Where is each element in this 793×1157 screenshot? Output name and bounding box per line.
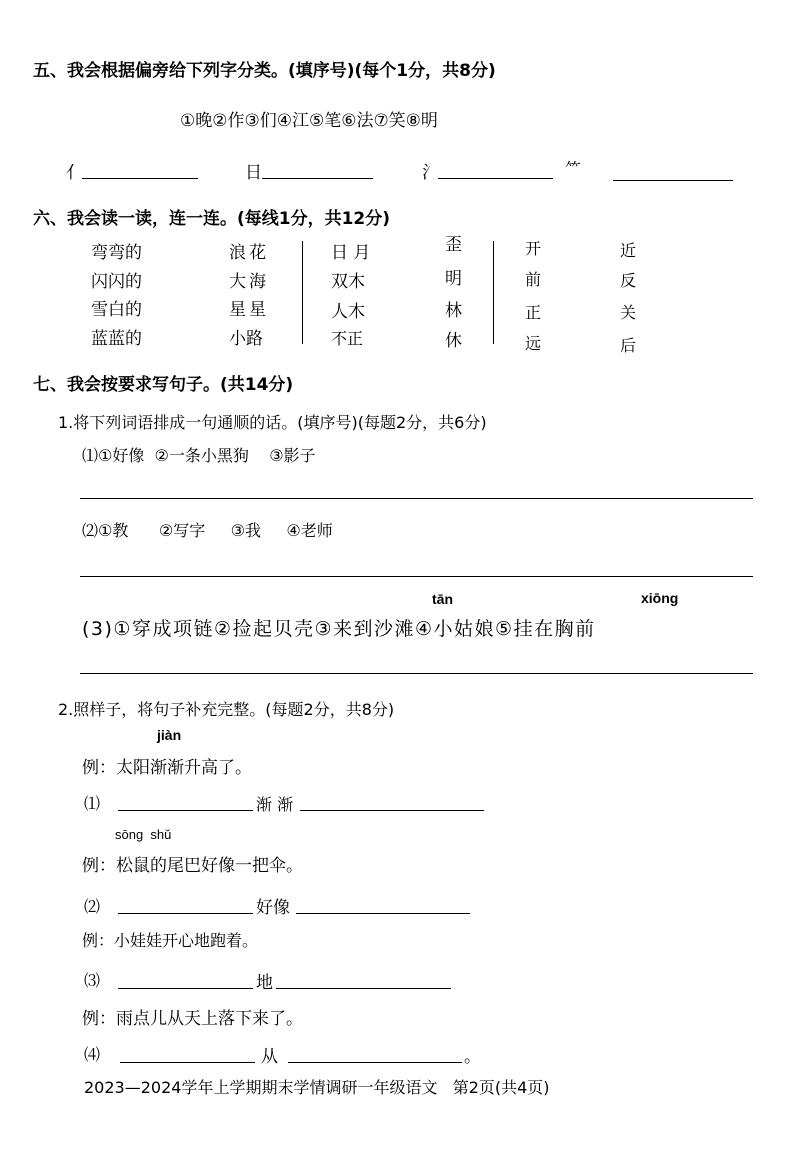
item-1-number: ⑴ xyxy=(84,794,101,813)
match-item[interactable]: 星星 xyxy=(229,300,269,320)
radical-4: ⺮ xyxy=(565,159,582,178)
match-item[interactable]: 远 xyxy=(525,334,542,353)
part1-title: 1.将下列词语排成一句通顺的话。(填序号)(每题2分，共6分) xyxy=(58,413,487,432)
question-2: ⑵①教 ②写字 ③我 ④老师 xyxy=(82,521,333,540)
match-item[interactable]: 日 月 xyxy=(331,243,371,263)
answer-blank[interactable] xyxy=(118,988,253,989)
answer-blank[interactable] xyxy=(276,988,451,989)
section7-title: 七、我会按要求写句子。(共14分) xyxy=(33,375,294,395)
example-2: 例：松鼠的尾巴好像一把伞。 xyxy=(82,856,303,876)
example-4: 例：雨点儿从天上落下来了。 xyxy=(82,1009,303,1029)
answer-blank[interactable] xyxy=(296,913,470,914)
match-item[interactable]: 雪白的 xyxy=(91,300,142,320)
pinyin-jian: jiàn xyxy=(157,727,182,743)
radical-3: 氵 xyxy=(422,163,439,183)
radical-2: 日 xyxy=(245,163,262,183)
answer-line-radical-1[interactable] xyxy=(82,178,198,179)
answer-line-radical-3[interactable] xyxy=(438,178,553,179)
page-footer: 2023—2024学年上学期期末学情调研一年级语文 第2页(共4页) xyxy=(84,1078,550,1097)
answer-blank[interactable] xyxy=(118,810,253,811)
match-item[interactable]: 前 xyxy=(525,270,542,289)
item-2-number: ⑵ xyxy=(84,897,101,916)
answer-line-q3[interactable] xyxy=(80,673,753,674)
radical-1: 亻 xyxy=(66,163,83,183)
match-item[interactable]: 正 xyxy=(525,303,542,322)
match-item[interactable]: 弯弯的 xyxy=(91,243,142,263)
match-item[interactable]: 浪花 xyxy=(229,243,269,263)
section6-title: 六、我会读一读，连一连。(每线1分，共12分) xyxy=(33,209,391,229)
match-item[interactable]: 近 xyxy=(620,241,637,260)
pinyin-tan: tān xyxy=(432,591,453,607)
match-item[interactable]: 明 xyxy=(445,269,462,289)
item-3-word: 地 xyxy=(256,973,273,993)
question-1: ⑴①好像 ②一条小黑狗 ③影子 xyxy=(82,446,316,465)
item-4-word: 从 xyxy=(261,1047,278,1067)
example-3: 例：小娃娃开心地跑着。 xyxy=(82,931,259,950)
match-item[interactable]: 后 xyxy=(620,336,637,355)
match-item[interactable]: 双木 xyxy=(331,272,365,292)
section5-title: 五、我会根据偏旁给下列字分类。(填序号)(每个1分，共8分) xyxy=(33,61,496,81)
item-1-word: 渐 渐 xyxy=(256,795,294,814)
match-item[interactable]: 关 xyxy=(620,303,637,322)
section5-chars: ①晚②作③们④江⑤笔⑥法⑦笑⑧明 xyxy=(180,111,438,131)
match-item[interactable]: 闪闪的 xyxy=(91,272,142,292)
question-3: (3)①穿成项链②捡起贝壳③来到沙滩④小姑娘⑤挂在胸前 xyxy=(82,618,596,640)
answer-blank[interactable] xyxy=(120,1062,255,1063)
pinyin-xiong: xiōng xyxy=(641,590,679,606)
match-item[interactable]: 小路 xyxy=(229,329,263,349)
answer-line-radical-2[interactable] xyxy=(262,178,373,179)
match-item[interactable]: 休 xyxy=(445,331,462,351)
match-item[interactable]: 人木 xyxy=(331,302,365,322)
match-item[interactable]: 开 xyxy=(525,239,542,258)
answer-blank[interactable] xyxy=(288,1062,462,1063)
answer-line-radical-4[interactable] xyxy=(613,180,733,181)
match-item[interactable]: 歪 xyxy=(445,235,462,255)
answer-line-q2[interactable] xyxy=(80,576,753,577)
item-2-word: 好像 xyxy=(256,898,290,918)
example-1: 例：太阳渐渐升高了。 xyxy=(82,758,252,778)
column-divider xyxy=(493,241,494,344)
match-item[interactable]: 林 xyxy=(445,301,462,321)
match-item[interactable]: 蓝蓝的 xyxy=(91,329,142,349)
match-item[interactable]: 反 xyxy=(620,271,637,290)
pinyin-songshu: sōng shǔ xyxy=(115,827,172,842)
answer-blank[interactable] xyxy=(300,810,484,811)
column-divider xyxy=(302,241,303,344)
match-item[interactable]: 不正 xyxy=(331,329,364,348)
item-4-number: ⑷ xyxy=(84,1045,101,1064)
part2-title: 2.照样子，将句子补充完整。(每题2分，共8分) xyxy=(58,700,395,719)
answer-blank[interactable] xyxy=(118,913,253,914)
item-3-number: ⑶ xyxy=(84,971,101,990)
item-4-end: 。 xyxy=(464,1047,481,1067)
answer-line-q1[interactable] xyxy=(80,498,753,499)
match-item[interactable]: 大海 xyxy=(229,272,269,292)
